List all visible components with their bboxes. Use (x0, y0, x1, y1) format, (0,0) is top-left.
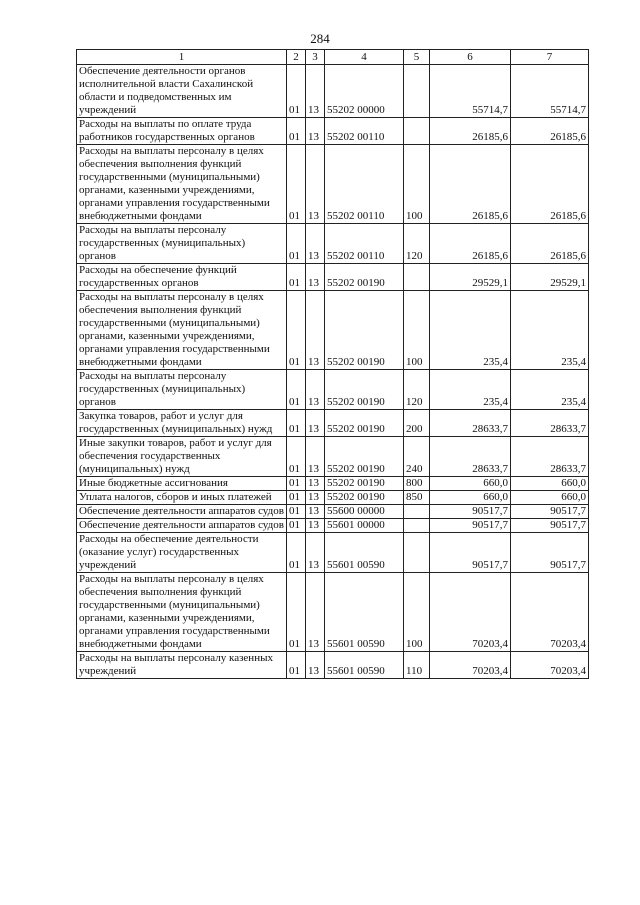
table-row (77, 291, 589, 370)
cell-amount-7: 235,4 (511, 370, 589, 410)
cell-amount-7: 26185,6 (511, 145, 589, 224)
cell-expense-type (404, 505, 430, 519)
cell-section: 01 (287, 224, 306, 264)
cell-amount-6: 29529,1 (430, 264, 511, 291)
cell-expense-type: 100 (404, 291, 430, 370)
cell-name: Обеспечение деятельности аппаратов судов (77, 519, 287, 533)
cell-subsection: 13 (306, 410, 325, 437)
cell-amount-6: 55714,7 (430, 65, 511, 118)
page-number: 284 (310, 31, 330, 46)
table-row (77, 370, 589, 410)
cell-subsection: 13 (306, 118, 325, 145)
cell-subsection: 13 (306, 291, 325, 370)
cell-subsection: 13 (306, 573, 325, 652)
cell-name: Расходы на выплаты персоналу казенных учреждений (77, 652, 287, 679)
cell-amount-7: 90517,7 (511, 519, 589, 533)
cell-section: 01 (287, 65, 306, 118)
cell-amount-7: 90517,7 (511, 533, 589, 573)
cell-section: 01 (287, 370, 306, 410)
cell-amount-6: 90517,7 (430, 533, 511, 573)
cell-amount-6: 70203,4 (430, 573, 511, 652)
table-row (77, 145, 589, 224)
cell-amount-6: 660,0 (430, 477, 511, 491)
cell-section: 01 (287, 291, 306, 370)
cell-name: Расходы на обеспечение деятельности (оказание услуг) государственных учреждений (77, 533, 287, 573)
cell-section: 01 (287, 519, 306, 533)
cell-expense-type: 800 (404, 477, 430, 491)
cell-expense-type: 100 (404, 145, 430, 224)
cell-name: Расходы на выплаты персоналу в целях обеспечения выполнения функций государственными (муниципальными) органами, казенными учреждениями, органами управления государственными внебюджетными фондами (77, 291, 287, 370)
cell-section: 01 (287, 437, 306, 477)
cell-amount-6: 28633,7 (430, 410, 511, 437)
cell-expense-type (404, 65, 430, 118)
cell-subsection: 13 (306, 491, 325, 505)
cell-expense-type (404, 533, 430, 573)
cell-name: Уплата налогов, сборов и иных платежей (77, 491, 287, 505)
header-row (77, 50, 589, 65)
cell-target-article: 55202 00110 (325, 224, 404, 264)
table-body (77, 65, 589, 679)
cell-name: Расходы на выплаты персоналу в целях обеспечения выполнения функций государственными (муниципальными) органами, казенными учреждениями, органами управления государственными внебюджетными фондами (77, 145, 287, 224)
cell-expense-type: 200 (404, 410, 430, 437)
header-col-7: 7 (511, 50, 589, 65)
header-col-3: 3 (306, 50, 325, 65)
cell-amount-7: 28633,7 (511, 437, 589, 477)
cell-name: Расходы на выплаты по оплате труда работников государственных органов (77, 118, 287, 145)
cell-name: Расходы на обеспечение функций государственных органов (77, 264, 287, 291)
cell-expense-type: 240 (404, 437, 430, 477)
cell-section: 01 (287, 145, 306, 224)
cell-amount-7: 70203,4 (511, 652, 589, 679)
cell-expense-type (404, 264, 430, 291)
cell-amount-7: 29529,1 (511, 264, 589, 291)
cell-expense-type (404, 519, 430, 533)
cell-amount-7: 90517,7 (511, 505, 589, 519)
table-row (77, 477, 589, 491)
cell-target-article: 55601 00590 (325, 533, 404, 573)
table-row (77, 652, 589, 679)
cell-subsection: 13 (306, 370, 325, 410)
table-row (77, 533, 589, 573)
cell-name: Иные бюджетные ассигнования (77, 477, 287, 491)
cell-target-article: 55202 00190 (325, 491, 404, 505)
table-row (77, 224, 589, 264)
cell-amount-6: 70203,4 (430, 652, 511, 679)
cell-target-article: 55202 00190 (325, 291, 404, 370)
table-row (77, 118, 589, 145)
cell-amount-7: 235,4 (511, 291, 589, 370)
cell-target-article: 55601 00590 (325, 573, 404, 652)
cell-target-article: 55202 00190 (325, 477, 404, 491)
cell-target-article: 55202 00110 (325, 145, 404, 224)
cell-target-article: 55202 00190 (325, 264, 404, 291)
cell-section: 01 (287, 477, 306, 491)
cell-expense-type: 110 (404, 652, 430, 679)
cell-subsection: 13 (306, 533, 325, 573)
cell-target-article: 55202 00190 (325, 370, 404, 410)
cell-name: Расходы на выплаты персоналу в целях обеспечения выполнения функций государственными (муниципальными) органами, казенными учреждениями, органами управления государственными внебюджетными фондами (77, 573, 287, 652)
cell-section: 01 (287, 573, 306, 652)
cell-amount-6: 26185,6 (430, 224, 511, 264)
cell-subsection: 13 (306, 519, 325, 533)
header-col-5: 5 (404, 50, 430, 65)
cell-target-article: 55202 00000 (325, 65, 404, 118)
cell-amount-7: 70203,4 (511, 573, 589, 652)
header-col-4: 4 (325, 50, 404, 65)
cell-target-article: 55600 00000 (325, 505, 404, 519)
header-col-1: 1 (77, 50, 287, 65)
cell-expense-type (404, 118, 430, 145)
cell-target-article: 55202 00110 (325, 118, 404, 145)
cell-section: 01 (287, 410, 306, 437)
cell-subsection: 13 (306, 224, 325, 264)
cell-expense-type: 850 (404, 491, 430, 505)
cell-amount-6: 90517,7 (430, 519, 511, 533)
cell-amount-7: 26185,6 (511, 224, 589, 264)
cell-name: Расходы на выплаты персоналу государственных (муниципальных) органов (77, 370, 287, 410)
table-row (77, 491, 589, 505)
cell-subsection: 13 (306, 437, 325, 477)
cell-name: Закупка товаров, работ и услуг для государственных (муниципальных) нужд (77, 410, 287, 437)
cell-amount-6: 660,0 (430, 491, 511, 505)
cell-target-article: 55202 00190 (325, 410, 404, 437)
table-row (77, 519, 589, 533)
cell-amount-6: 90517,7 (430, 505, 511, 519)
cell-amount-7: 26185,6 (511, 118, 589, 145)
cell-expense-type: 120 (404, 224, 430, 264)
cell-section: 01 (287, 118, 306, 145)
cell-section: 01 (287, 533, 306, 573)
cell-section: 01 (287, 505, 306, 519)
cell-section: 01 (287, 264, 306, 291)
cell-subsection: 13 (306, 505, 325, 519)
cell-amount-7: 28633,7 (511, 410, 589, 437)
table-row (77, 505, 589, 519)
cell-amount-6: 28633,7 (430, 437, 511, 477)
cell-target-article: 55601 00000 (325, 519, 404, 533)
cell-expense-type: 120 (404, 370, 430, 410)
cell-subsection: 13 (306, 145, 325, 224)
cell-amount-7: 660,0 (511, 491, 589, 505)
cell-amount-6: 26185,6 (430, 145, 511, 224)
cell-expense-type: 100 (404, 573, 430, 652)
cell-amount-6: 235,4 (430, 370, 511, 410)
cell-section: 01 (287, 652, 306, 679)
cell-subsection: 13 (306, 652, 325, 679)
cell-amount-6: 26185,6 (430, 118, 511, 145)
cell-section: 01 (287, 491, 306, 505)
cell-amount-7: 55714,7 (511, 65, 589, 118)
table-row (77, 573, 589, 652)
table-row (77, 437, 589, 477)
cell-amount-6: 235,4 (430, 291, 511, 370)
table-row (77, 264, 589, 291)
cell-subsection: 13 (306, 477, 325, 491)
table-row (77, 410, 589, 437)
cell-subsection: 13 (306, 65, 325, 118)
cell-name: Иные закупки товаров, работ и услуг для обеспечения государственных (муниципальных) нужд (77, 437, 287, 477)
cell-amount-7: 660,0 (511, 477, 589, 491)
cell-subsection: 13 (306, 264, 325, 291)
header-col-2: 2 (287, 50, 306, 65)
budget-table (76, 49, 589, 679)
table-row (77, 65, 589, 118)
cell-name: Расходы на выплаты персоналу государственных (муниципальных) органов (77, 224, 287, 264)
cell-name: Обеспечение деятельности органов исполнительной власти Сахалинской области и подведомственных им учреждений (77, 65, 287, 118)
header-col-6: 6 (430, 50, 511, 65)
cell-target-article: 55202 00190 (325, 437, 404, 477)
cell-name: Обеспечение деятельности аппаратов судов (77, 505, 287, 519)
cell-target-article: 55601 00590 (325, 652, 404, 679)
